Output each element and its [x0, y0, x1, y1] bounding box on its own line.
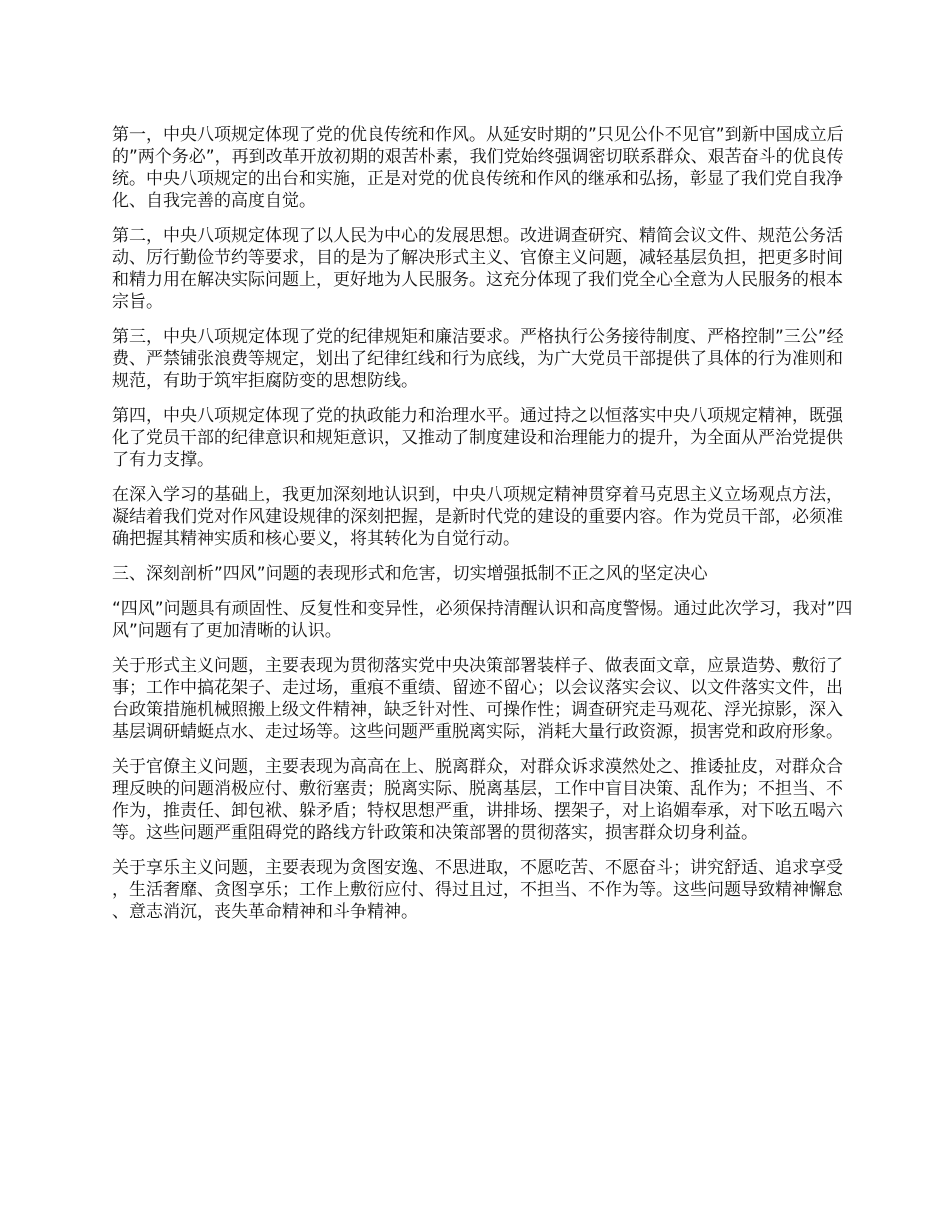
- paragraph-4: 第四，中央八项规定体现了党的执政能力和治理水平。通过持之以恒落实中央八项规定精神，既强化了党员干部的纪律意识和规矩意识，又推动了制度建设和治理能力的提升，为全面从严治党提供了有力支撑。: [112, 406, 843, 470]
- section-heading-3: 三、深刻剖析”四风”问题的表现形式和危害，切实增强抵制不正之风的坚定决心: [112, 564, 708, 584]
- document-page: [112, 124, 854, 936]
- paragraph-2: 第二，中央八项规定体现了以人民为中心的发展思想。改进调查研究、精简会议文件、规范公务活动、厉行勤俭节约等要求，目的是为了解决形式主义、官僚主义问题，减轻基层负担，把更多时间和精力用在解决实际问题上，更好地为人民服务。这充分体现了我们党全心全意为人民服务的根本宗旨。: [112, 226, 843, 312]
- paragraph-9: 关于享乐主义问题，主要表现为贪图安逸、不思进取，不愿吃苦、不愿奋斗；讲究舒适、追求享受，生活奢靡、贪图享乐；工作上敷衍应付、得过且过，不担当、不作为等。这些问题导致精神懈怠、意志消沉，丧失革命精神和斗争精神。: [112, 858, 843, 922]
- paragraph-5: 在深入学习的基础上，我更加深刻地认识到，中央八项规定精神贯穿着马克思主义立场观点方法，凝结着我们党对作风建设规律的深刻把握，是新时代党的建设的重要内容。作为党员干部，必须准确把握其精神实质和核心要义，将其转化为自觉行动。: [112, 485, 843, 549]
- paragraph-7: 关于形式主义问题，主要表现为贯彻落实党中央决策部署装样子、做表面文章，应景造势、敷衍了事；工作中搞花架子、走过场，重痕不重绩、留迹不留心；以会议落实会议、以文件落实文件，出台政策措施机械照搬上级文件精神，缺乏针对性、可操作性；调查研究走马观花、浮光掠影，深入基层调研蜻蜓点水、走过场等。这些问题严重脱离实际，消耗大量行政资源，损害党和政府形象。: [112, 656, 843, 742]
- paragraph-8: 关于官僚主义问题，主要表现为高高在上、脱离群众，对群众诉求漠然处之、推诿扯皮，对群众合理反映的问题消极应付、敷衍塞责；脱离实际、脱离基层，工作中盲目决策、乱作为；不担当、不作为，推责任、卸包袱、躲矛盾；特权思想严重，讲排场、摆架子，对上谄媚奉承，对下吆五喝六等。这些问题严重阻碍党的路线方针政策和决策部署的贯彻落实，损害群众切身利益。: [112, 757, 843, 843]
- paragraph-1: 第一，中央八项规定体现了党的优良传统和作风。从延安时期的”只见公仆不见官”到新中国成立后的”两个务必”，再到改革开放初期的艰苦朴素，我们党始终强调密切联系群众、艰苦奋斗的优良传统。中央八项规定的出台和实施，正是对党的优良传统和作风的继承和弘扬，彰显了我们党自我净化、自我完善的高度自觉。: [112, 125, 844, 211]
- paragraph-3: 第三，中央八项规定体现了党的纪律规矩和廉洁要求。严格执行公务接待制度、严格控制”三公”经费、严禁铺张浪费等规定，划出了纪律红线和行为底线，为广大党员干部提供了具体的行为准则和规范，有助于筑牢拒腐防变的思想防线。: [112, 327, 844, 391]
- paragraph-6: “四风”问题具有顽固性、反复性和变异性，必须保持清醒认识和高度警惕。通过此次学习，我对”四风”问题有了更加清晰的认识。: [112, 599, 853, 641]
